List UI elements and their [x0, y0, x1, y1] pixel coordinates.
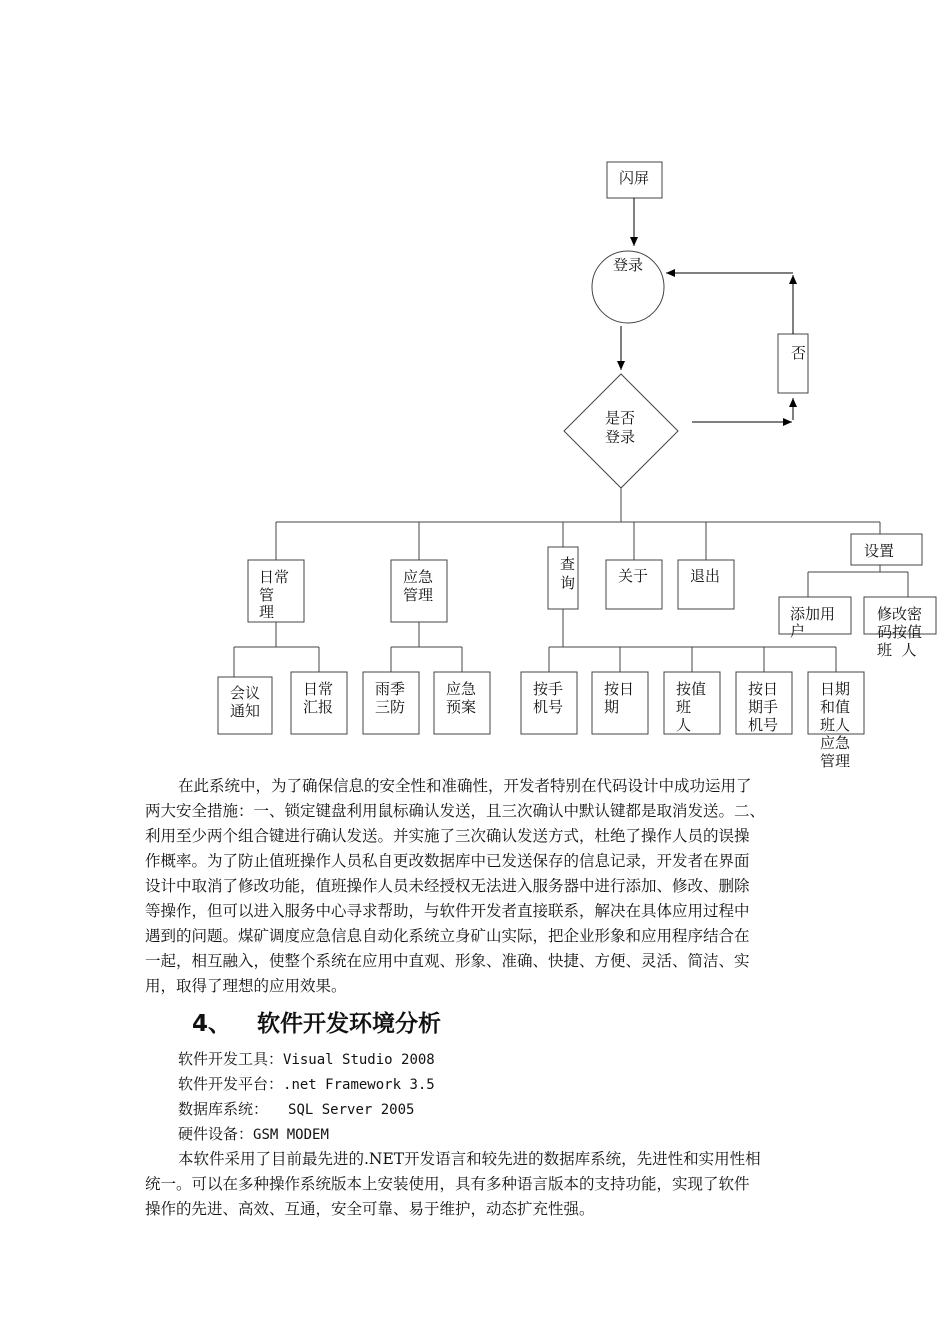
paragraph-line: 用，取得了理想的应用效果。	[145, 977, 347, 995]
date-duty-label: 应急	[820, 734, 851, 752]
env-hw-label: 硬件设备：	[178, 1125, 254, 1143]
section-heading	[192, 1005, 441, 1038]
by-duty-label: 按值	[676, 680, 707, 698]
emergency-mgmt-label: 应急	[403, 568, 434, 586]
daily-report-label: 汇报	[303, 698, 334, 716]
by-phone-label: 机号	[533, 698, 564, 716]
emergency-mgmt-label: 管理	[403, 586, 434, 604]
plan-label: 预案	[446, 698, 477, 716]
env-tool	[178, 1048, 435, 1069]
env-db-value: SQL Server 2005	[288, 1102, 415, 1118]
modify-label: 修改密	[877, 605, 923, 623]
meeting-label: 通知	[230, 702, 261, 720]
splash-label: 闪屏	[619, 169, 650, 187]
security-paragraph	[145, 774, 805, 999]
env-tool-value: Visual Studio 2008	[283, 1052, 435, 1068]
daily-mgmt-label: 管	[259, 586, 275, 604]
modify-label: 码按值	[877, 623, 923, 641]
date-duty-label: 班人	[820, 716, 851, 734]
about-label: 关于	[618, 567, 649, 585]
env-hw-value: GSM MODEM	[253, 1127, 329, 1143]
paragraph-line: 本软件采用了目前最先进的.NET开发语言和较先进的数据库系统，先进性和实用性相	[178, 1150, 761, 1168]
exit-label: 退出	[690, 567, 721, 585]
section-title: 软件开发环境分析	[257, 1011, 442, 1037]
decision-label: 是否	[605, 409, 636, 427]
env-platform-value: .net Framework 3.5	[283, 1077, 435, 1093]
date-duty-label: 管理	[820, 752, 851, 770]
daily-mgmt-label: 理	[259, 603, 275, 621]
paragraph-line: 一起，相互融入，使整个系统在应用中直观、形象、准确、快捷、方便、灵活、简洁、实	[145, 952, 750, 970]
env-hardware	[178, 1123, 329, 1144]
no-label: 否	[791, 344, 807, 362]
rain-label: 三防	[375, 698, 406, 716]
paragraph-line: 遇到的问题。煤矿调度应急信息自动化系统立身矿山实际，把企业形象和应用程序结合在	[145, 927, 750, 945]
paragraph-line: 在此系统中，为了确保信息的安全性和准确性，开发者特别在代码设计中成功运用了	[178, 777, 752, 795]
by-date-phone-label: 按日	[748, 680, 779, 698]
decision-label: 登录	[605, 428, 636, 446]
paragraph-line: 利用至少两个组合键进行确认发送。并实施了三次确认发送方式，杜绝了操作人员的误操	[145, 827, 750, 845]
add-user-label: 添加用	[790, 605, 836, 623]
by-phone-label: 按手	[533, 680, 564, 698]
paragraph-line: 两大安全措施：一、锁定键盘利用鼠标确认发送，且三次确认中默认键都是取消发送。二、	[145, 802, 766, 820]
meeting-label: 会议	[230, 684, 261, 702]
by-date-phone-label: 机号	[748, 716, 779, 734]
by-duty-label: 人	[676, 716, 692, 734]
env-platform	[178, 1073, 435, 1094]
env-db-label: 数据库系统：	[178, 1100, 269, 1118]
section-number: 4、	[192, 1011, 232, 1037]
by-date-phone-label: 期手	[748, 698, 779, 716]
add-user-label: 户	[790, 622, 806, 640]
modify-label: 班 人	[877, 641, 917, 659]
env-db	[178, 1098, 414, 1119]
settings-label: 设置	[864, 542, 895, 560]
plan-label: 应急	[446, 680, 477, 698]
login-label: 登录	[613, 256, 644, 274]
paragraph-line: 统一。可以在多种操作系统版本上安装使用，具有多种语言版本的支持功能，实现了软件	[145, 1175, 750, 1193]
paragraph-line: 作概率。为了防止值班操作人员私自更改数据库中已发送保存的信息记录，开发者在界面	[145, 852, 750, 870]
date-duty-label: 和值	[820, 698, 851, 716]
query-label: 查	[560, 555, 576, 573]
by-date-label: 期	[604, 698, 620, 716]
by-date-label: 按日	[604, 680, 635, 698]
rain-label: 雨季	[375, 680, 406, 698]
daily-report-label: 日常	[303, 680, 334, 698]
by-duty-label: 班	[676, 698, 692, 716]
summary-paragraph	[145, 1147, 805, 1222]
no-box	[778, 334, 808, 393]
daily-mgmt-label: 日常	[259, 568, 290, 586]
query-label: 询	[560, 574, 576, 592]
paragraph-line: 操作的先进、高效、互通，安全可靠、易于维护，动态扩充性强。	[145, 1200, 595, 1218]
paragraph-line: 等操作，但可以进入服务中心寻求帮助，与软件开发者直接联系，解决在具体应用过程中	[145, 902, 750, 920]
date-duty-label: 日期	[820, 680, 851, 698]
env-tool-label: 软件开发工具：	[178, 1050, 284, 1068]
paragraph-line: 设计中取消了修改功能，值班操作人员未经授权无法进入服务器中进行添加、修改、删除	[145, 877, 750, 895]
env-platform-label: 软件开发平台：	[178, 1075, 284, 1093]
